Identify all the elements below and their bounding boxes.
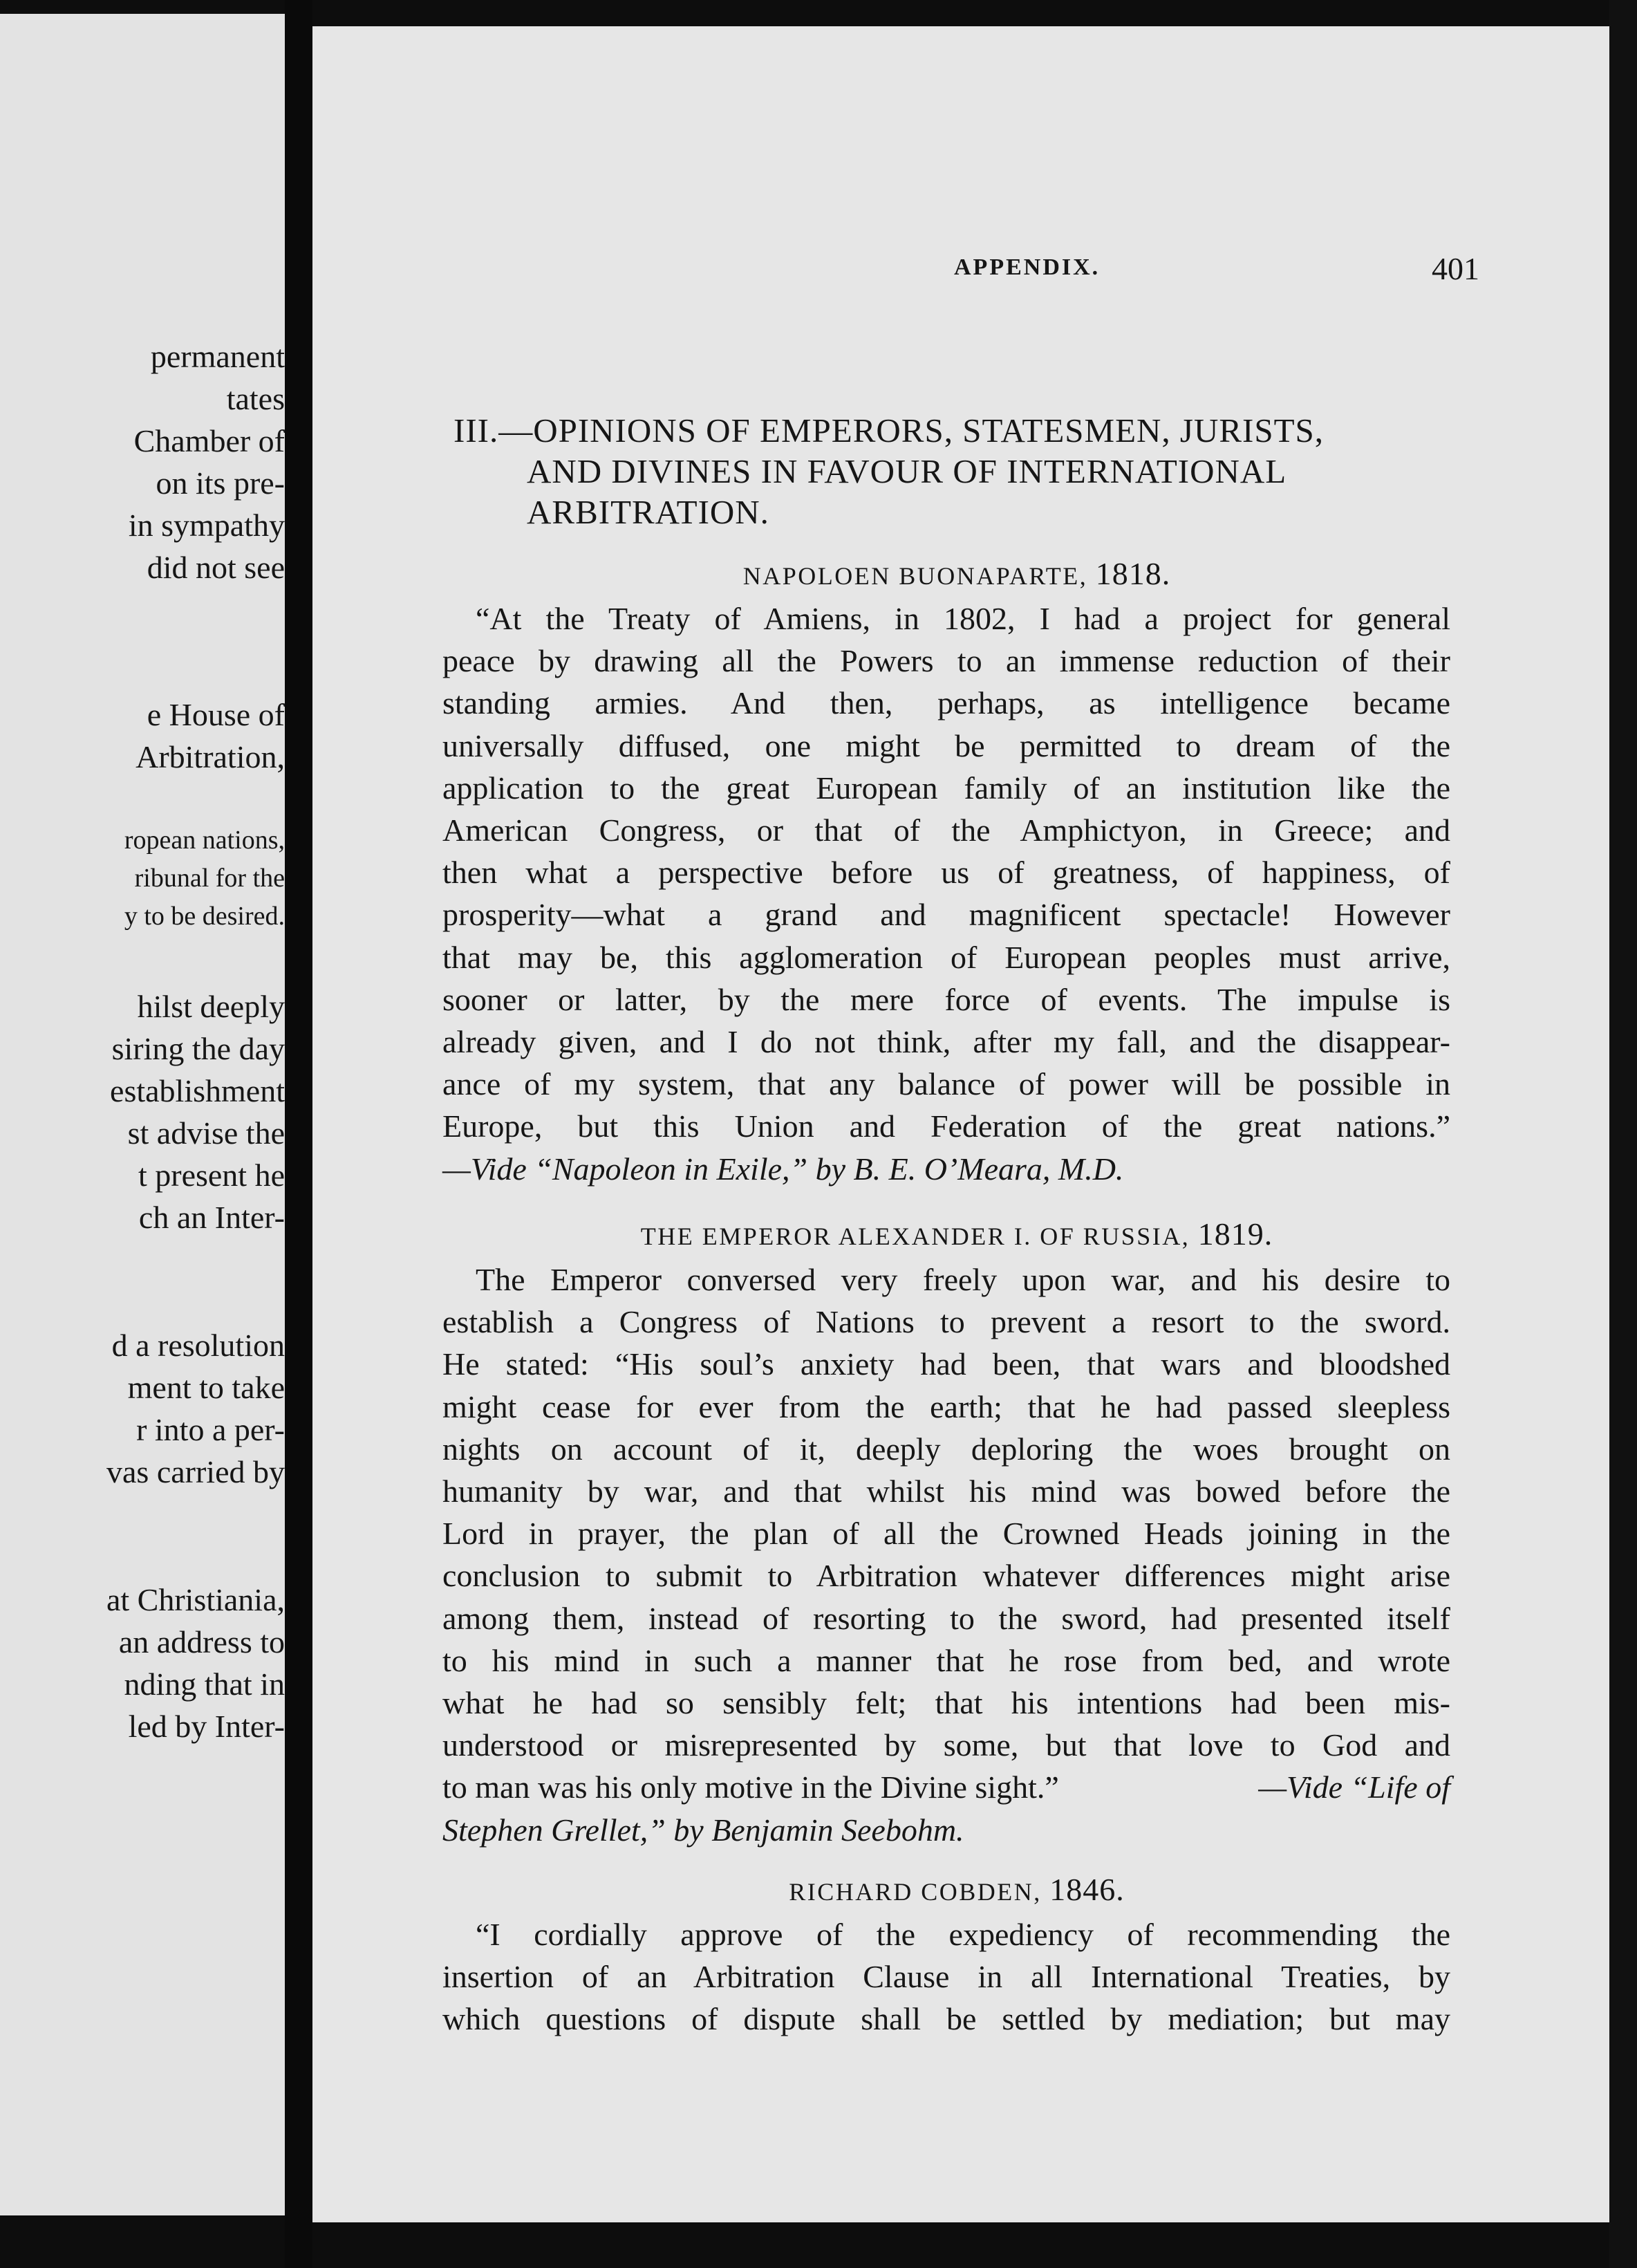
page-number: 401	[1432, 251, 1479, 286]
left-page-line: hilst deeply	[137, 989, 285, 1024]
left-page-line: e House of	[147, 697, 285, 732]
entry-body	[442, 1913, 1450, 2041]
body-line: prosperity—what a grand and magnificent spectacle! However	[442, 897, 1450, 933]
left-page-line: at Christiania,	[106, 1582, 285, 1617]
entry-heading	[442, 555, 1471, 592]
section-title-line: AND DIVINES IN FAVOUR OF INTERNATIONAL	[527, 452, 1287, 490]
left-page-line: permanent	[150, 339, 285, 374]
page-401	[312, 26, 1609, 2222]
entry-body	[442, 597, 1450, 1190]
body-line: The Emperor conversed very freely upon war, and his desire to	[476, 1262, 1450, 1297]
body-line: humanity by war, and that whilst his mind was bowed before the	[442, 1474, 1450, 1509]
left-page-line: d a resolution	[111, 1328, 285, 1363]
left-page-line: siring the day	[111, 1031, 285, 1066]
entry-year: 1819.	[1197, 1216, 1273, 1252]
body-line: already given, and I do not think, after my fall, and the disappear-	[442, 1024, 1450, 1060]
body-line: American Congress, or that of the Amphictyon, in Greece; and	[442, 812, 1450, 848]
left-page-line: Arbitration,	[135, 739, 285, 774]
left-page-line: in sympathy	[128, 508, 285, 543]
body-line: ance of my system, that any balance of power will be possible in	[442, 1066, 1450, 1102]
left-page-line: t present he	[138, 1158, 285, 1193]
left-page-line: establishment	[110, 1073, 285, 1108]
body-line	[442, 1766, 1450, 1808]
body-line: might cease for ever from the earth; that he had passed sleepless	[442, 1388, 1450, 1424]
left-page-line: tates	[226, 381, 285, 416]
body-line: application to the great European family of an institution like the	[442, 770, 1450, 806]
body-line: establish a Congress of Nations to prevent a resort to the sword.	[442, 1304, 1450, 1340]
body-line: among them, instead of resorting to the sword, had presented itself	[442, 1600, 1450, 1636]
left-page-line: ropean nations,	[124, 826, 285, 855]
entry-name: NAPOLOEN BUONAPARTE,	[742, 562, 1088, 590]
entry-year: 1846.	[1049, 1872, 1125, 1907]
body-line: “I cordially approve of the expediency of recommending the	[476, 1917, 1450, 1952]
body-line: to his mind in such a manner that he rose from bed, and wrote	[442, 1642, 1450, 1678]
left-page-line: st advise the	[127, 1115, 285, 1151]
left-page-line: did not see	[147, 550, 285, 585]
left-page-line: ribunal for the	[134, 864, 285, 893]
scan-edge	[1609, 0, 1637, 2268]
citation: —Vide “Napoleon in Exile,” by B. E. O’Meara, M.D.	[442, 1151, 1124, 1187]
body-line: that may be, this agglomeration of European peoples must arrive,	[442, 939, 1450, 975]
book-gutter	[285, 0, 312, 2268]
left-page-line: r into a per-	[136, 1412, 285, 1447]
entry-name: RICHARD COBDEN,	[789, 1878, 1042, 1906]
left-page-line: led by Inter-	[128, 1709, 285, 1744]
entry-heading	[442, 1216, 1471, 1252]
entry-name: THE EMPEROR ALEXANDER I. OF RUSSIA,	[640, 1223, 1190, 1250]
left-page-line: on its pre-	[156, 465, 285, 501]
body-line: Lord in prayer, the plan of all the Crowned Heads joining in the	[442, 1516, 1450, 1552]
section-title-line: ARBITRATION.	[527, 493, 769, 531]
body-line: conclusion to submit to Arbitration whatever differences might arise	[442, 1558, 1450, 1594]
left-page-line: ch an Inter-	[138, 1200, 285, 1235]
left-page-line: Chamber of	[133, 423, 285, 458]
section-title-line: III.—OPINIONS OF EMPERORS, STATESMEN, JURISTS,	[453, 411, 1325, 449]
body-line: understood or misrepresented by some, but that love to God and	[442, 1727, 1450, 1763]
body-line: Europe, but this Union and Federation of the great nations.”	[442, 1108, 1450, 1144]
section-title	[453, 410, 1477, 532]
left-page-fragment	[0, 14, 285, 2215]
body-line: standing armies. And then, perhaps, as intelligence became	[442, 685, 1450, 721]
citation-inline: —Vide “Life of	[1258, 1769, 1450, 1805]
body-line: “At the Treaty of Amiens, in 1802, I had a project for general	[476, 601, 1450, 636]
body-line: insertion of an Arbitration Clause in all International Treaties, by	[442, 1959, 1450, 1995]
left-page-line: y to be desired.	[124, 902, 285, 931]
body-line: He stated: “His soul’s anxiety had been, that wars and bloodshed	[442, 1346, 1450, 1382]
running-title: APPENDIX.	[954, 254, 1101, 280]
body-line: universally diffused, one might be permitted to dream of the	[442, 727, 1450, 763]
entry-heading	[442, 1871, 1471, 1908]
entry-body	[442, 1258, 1450, 1851]
body-line: peace by drawing all the Powers to an immense reduction of their	[442, 643, 1450, 679]
left-page-line: an address to	[118, 1624, 285, 1660]
left-page-line: nding that in	[124, 1666, 285, 1702]
running-head	[442, 251, 1479, 296]
left-page-line: ment to take	[127, 1370, 285, 1405]
body-line: then what a perspective before us of greatness, of happiness, of	[442, 855, 1450, 891]
body-line-text: to man was his only motive in the Divine sight.”	[442, 1769, 1059, 1805]
citation: Stephen Grellet,” by Benjamin Seebohm.	[442, 1812, 964, 1848]
body-line: nights on account of it, deeply deploring the woes brought on	[442, 1431, 1450, 1467]
entry-year: 1818.	[1095, 556, 1171, 591]
body-line: sooner or latter, by the mere force of events. The impulse is	[442, 981, 1450, 1017]
body-line: what he had so sensibly felt; that his intentions had been mis-	[442, 1685, 1450, 1721]
left-page-line: vas carried by	[106, 1454, 285, 1489]
body-line: which questions of dispute shall be settled by mediation; but may	[442, 2001, 1450, 2037]
